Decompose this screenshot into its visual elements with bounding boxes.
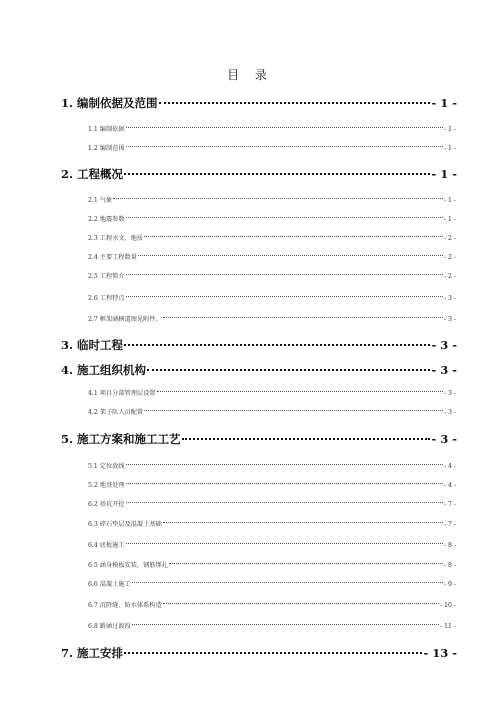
toc-entry-page-number: - 3 -: [443, 316, 456, 323]
toc-entry-chapter[interactable]: [61, 645, 457, 661]
dot-leader: [163, 317, 443, 318]
toc-entry-page-number: - 13 -: [423, 646, 457, 660]
toc-entry-label: 2.6 工程特点: [88, 295, 125, 302]
toc-entry-section[interactable]: [88, 233, 456, 242]
toc-entry-page-number: - 3 -: [431, 338, 457, 352]
toc-entry-label: 6.2 基坑开挖: [88, 501, 125, 508]
toc-entry-section[interactable]: [88, 214, 456, 223]
toc-entry-section[interactable]: [88, 388, 456, 397]
toc-entry-label: 6.8 路涵过渡段: [88, 623, 131, 630]
toc-entry-label: 2.3 工程水文、地质: [88, 235, 144, 242]
toc-entry-page-number: - 8 -: [443, 562, 456, 569]
toc-entry-label: 5.1 定位放线: [88, 463, 125, 470]
toc-entry-page-number: - 11 -: [440, 623, 456, 630]
dot-leader: [182, 438, 431, 440]
toc-entry-page-number: - 3 -: [443, 390, 456, 397]
toc-entry-label: 3. 临时工程: [61, 338, 124, 352]
dot-leader: [126, 464, 443, 465]
toc-entry-page-number: - 3 -: [443, 409, 456, 416]
dot-leader: [124, 173, 430, 175]
toc-entry-section[interactable]: [88, 293, 456, 302]
toc-entry-chapter[interactable]: [61, 166, 457, 182]
toc-entry-page-number: - 1 -: [443, 126, 456, 133]
dot-leader: [126, 543, 443, 544]
toc-entry-label: 7. 施工安排: [61, 646, 124, 660]
dot-leader: [126, 483, 443, 484]
toc-entry-label: 1. 编制依据及范围: [61, 96, 158, 110]
toc-entry-label: 5.2 地基处理: [88, 482, 125, 489]
toc-entry-label: 4.1 项目分部管理层设置: [88, 390, 156, 397]
toc-entry-page-number: - 2 -: [443, 235, 456, 242]
toc-entry-label: 4. 施工组织机构: [61, 363, 147, 377]
dot-leader: [113, 198, 443, 199]
dot-leader: [126, 127, 443, 128]
toc-entry-page-number: - 1 -: [431, 96, 457, 110]
toc-entry-section[interactable]: [88, 499, 456, 508]
toc-entry-label: 6.6 混凝土施工: [88, 581, 131, 588]
toc-entry-label: 6.5 涵身模板安装、钢筋绑扎: [88, 562, 168, 569]
toc-entry-chapter[interactable]: [61, 95, 457, 111]
dot-leader: [159, 102, 431, 104]
toc-entry-section[interactable]: [88, 560, 456, 569]
toc-entry-page-number: - 2 -: [443, 254, 456, 261]
toc-entry-chapter[interactable]: [61, 431, 457, 447]
toc-entry-page-number: - 3 -: [431, 363, 457, 377]
toc-entry-page-number: - 3 -: [443, 295, 456, 302]
toc-entry-chapter[interactable]: [61, 362, 457, 378]
dot-leader: [157, 391, 443, 392]
toc-entry-page-number: - 4 -: [443, 463, 456, 470]
toc-entry-section[interactable]: [88, 314, 456, 323]
dot-leader: [132, 582, 443, 583]
toc-entry-label: 6.7 沉降缝、防水体系构造: [88, 602, 162, 609]
dot-leader: [126, 502, 443, 503]
toc-entry-label: 6.3 碎石垫层及混凝土基础: [88, 521, 162, 528]
dot-leader: [144, 236, 443, 237]
toc-entry-chapter[interactable]: [61, 337, 457, 353]
toc-entry-section[interactable]: [88, 124, 456, 133]
toc-entry-page-number: - 2 -: [443, 273, 456, 280]
toc-entry-section[interactable]: [88, 252, 456, 261]
dot-leader: [124, 344, 430, 346]
toc-entry-section[interactable]: [88, 540, 456, 549]
toc-entry-label: 2.4 主要工程数量: [88, 254, 137, 261]
toc-entry-label: 2.1 气象: [88, 197, 113, 204]
dot-leader: [126, 146, 443, 147]
toc-entry-page-number: - 1 -: [431, 167, 457, 181]
toc-entry-section[interactable]: [88, 600, 456, 609]
dot-leader: [138, 255, 443, 256]
toc-entry-page-number: - 4 -: [443, 482, 456, 489]
toc-title: 目 录: [227, 68, 273, 82]
toc-entry-section[interactable]: [88, 480, 456, 489]
toc-entry-section[interactable]: [88, 407, 456, 416]
dot-leader: [163, 603, 439, 604]
dot-leader: [124, 652, 422, 654]
dot-leader: [163, 522, 443, 523]
toc-entry-page-number: - 1 -: [443, 216, 456, 223]
toc-entry-section[interactable]: [88, 143, 456, 152]
toc-entry-label: 5. 施工方案和施工工艺: [61, 432, 181, 446]
toc-entry-label: 2.2 地震参数: [88, 216, 125, 223]
dot-leader: [126, 217, 443, 218]
dot-leader: [126, 274, 443, 275]
toc-entry-page-number: - 3 -: [431, 432, 457, 446]
toc-entry-label: 1.2 编制范围: [88, 145, 125, 152]
toc-entry-section[interactable]: [88, 621, 456, 630]
toc-entry-section[interactable]: [88, 195, 456, 204]
toc-entry-page-number: - 10 -: [440, 602, 456, 609]
toc-entry-label: 2.5 工程简介: [88, 273, 125, 280]
toc-entry-section[interactable]: [88, 271, 456, 280]
toc-entry-label: 2. 工程概况: [61, 167, 124, 181]
toc-entry-page-number: - 7 -: [443, 501, 456, 508]
toc-entry-section[interactable]: [88, 519, 456, 528]
toc-entry-page-number: - 8 -: [443, 542, 456, 549]
toc-entry-page-number: - 7 -: [443, 521, 456, 528]
toc-entry-page-number: - 9 -: [443, 581, 456, 588]
dot-leader: [126, 296, 443, 297]
dot-leader: [144, 410, 443, 411]
toc-entry-label: 2.7 框架涵横道图见附件。: [88, 316, 162, 323]
toc-entry-label: 6.4 底板施工: [88, 542, 125, 549]
toc-entry-label: 1.1 编制依据: [88, 126, 125, 133]
toc-entry-section[interactable]: [88, 579, 456, 588]
dot-leader: [169, 563, 443, 564]
toc-entry-label: 4.2 架子队人员配置: [88, 409, 144, 416]
toc-entry-page-number: - 1 -: [443, 197, 456, 204]
dot-leader: [147, 369, 430, 371]
toc-entry-section[interactable]: [88, 461, 456, 470]
dot-leader: [132, 624, 439, 625]
toc-entry-page-number: - 1 -: [443, 145, 456, 152]
